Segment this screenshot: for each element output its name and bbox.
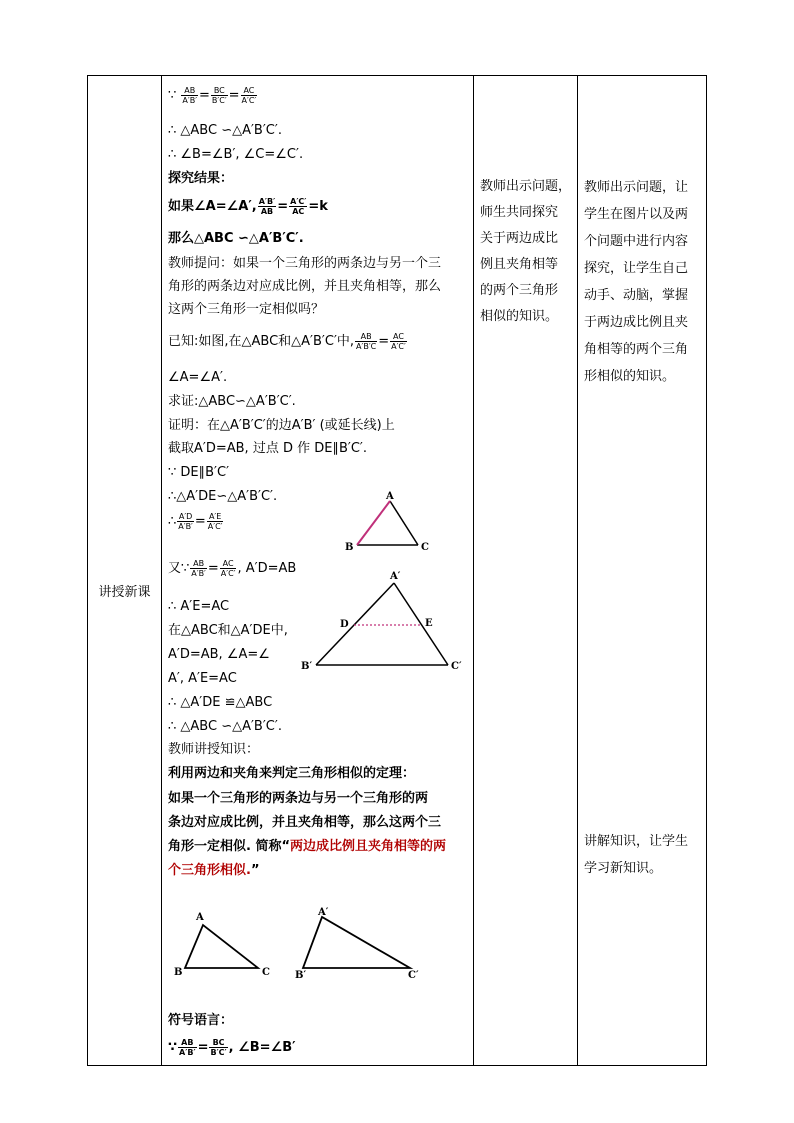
section-heading: 探究结果： (168, 171, 234, 186)
text-line: 证明：在△A′B′C′的边A′B′ (或延长线)上 (168, 418, 395, 433)
text-line: ∴ △ABC ∽△A′B′C′. (168, 719, 282, 734)
theorem-text: 个三角形相似.” (168, 863, 260, 878)
column-divider (577, 76, 578, 1065)
text-line: 于两边成比例且夹 (584, 315, 689, 330)
student-activity (584, 174, 702, 390)
triangle-a1b1c1 (303, 917, 410, 968)
text-line: 教师提问：如果一个三角形的两条边与另一个三 (168, 256, 442, 271)
text-line: 教师出示问题，让 (584, 180, 689, 195)
equation-line: 又∵ $\frac{AB}{A'B'}$ = $\frac{AC}{A'C'}$ , A′D=AB (168, 559, 297, 578)
fraction: $\frac{A'C'}{AC}$ (290, 197, 307, 216)
vertex-label-a: A (386, 491, 394, 502)
fraction: $\frac{AC}{A'C'}$ (241, 86, 257, 105)
theorem-short-name: 两边成比例且夹角相等的两 (290, 839, 447, 854)
row-label: 讲授新课 (98, 585, 151, 600)
fraction: $\frac{AB}{A'B'}$ (179, 1038, 196, 1057)
text-line: 形相似的知识。 (584, 369, 676, 384)
text-line: 那么△ABC ∽△A′B′C′. (168, 231, 304, 246)
similar-triangles-figure (170, 906, 440, 988)
text-line: 教师出示问题， (480, 179, 572, 194)
text-line: A′D=AB, ∠A=∠ (168, 647, 270, 662)
vertex-label-b: B (174, 967, 183, 978)
equation-line: ∵ $\frac{AB}{A'B'}$ = $\frac{BC}{B'C'}$ , ∠B=∠B′ (168, 1038, 296, 1057)
vertex-label-c-prime: C′ (451, 661, 462, 672)
vertex-label-c-prime: C′ (408, 970, 419, 981)
text-line: 学习新知识。 (584, 861, 663, 876)
text-line: ∴ A′E=AC (168, 599, 230, 614)
column-divider (473, 76, 474, 1065)
text-line: 这两个三角形一定相似吗？ (168, 302, 325, 317)
equation-line: ∴ $\frac{A'D}{A'B'}$ = $\frac{A'E}{A'C'}$ (168, 512, 223, 531)
fraction: $\frac{A'E}{A'C'}$ (207, 512, 223, 531)
fraction: $\frac{AC}{A'C'}$ (220, 559, 236, 578)
fraction: $\frac{A'B'}{AB}$ (258, 197, 276, 216)
vertex-label-a: A (196, 912, 204, 923)
text-line: 的两个三角形 (480, 283, 559, 298)
text-line: 探究，让学生自己 (584, 261, 689, 276)
text-line: 教师讲授知识： (168, 742, 260, 757)
fraction: $\frac{AC}{A'C'}$ (391, 332, 406, 351)
equation-line: ∵ $\frac{AB}{A'B'}$ = $\frac{BC}{B'C'}$ = $\frac{AC}{A'C'}$ (168, 86, 257, 105)
theorem-short-name: 个三角形相似. (168, 863, 251, 878)
fraction: $\frac{A'D}{A'B'}$ (178, 512, 193, 531)
vertex-label-a-prime: A′ (390, 571, 401, 582)
theorem-text: 如果一个三角形的两条边与另一个三角形的两 (168, 791, 429, 806)
vertex-label-c: C (421, 542, 429, 553)
text-line: 求证:△ABC∽△A′B′C′. (168, 394, 296, 409)
teacher-activity (480, 174, 574, 330)
text-line: 相似的知识。 (480, 309, 559, 324)
fraction: $\frac{BC}{B'C'}$ (211, 86, 227, 105)
side-ab-highlight (357, 501, 390, 545)
theorem-text: 角形一定相似. 简称“两边成比例且夹角相等的两 (168, 839, 447, 854)
text-line: 讲解知识，让学生 (584, 834, 689, 849)
point-label-d: D (340, 619, 349, 630)
text-line: A′, A′E=AC (168, 671, 237, 686)
column-divider (161, 76, 162, 1065)
side-a1b1 (316, 583, 394, 665)
theorem-text: 条边对应成比例，并且夹角相等，那么这两个三 (168, 815, 442, 830)
text-line: 动手、动脑，掌握 (584, 288, 689, 303)
text-line: 截取A′D=AB, 过点 D 作 DE∥B′C′. (168, 441, 367, 456)
point-label-e: E (425, 618, 433, 629)
lesson-table (87, 75, 707, 1066)
text-line: 角相等的两个三角 (584, 342, 689, 357)
side-a1c1 (394, 583, 448, 665)
triangle-abc-figure (341, 490, 431, 556)
text-line: 关于两边成比 (480, 231, 559, 246)
student-activity-2 (584, 828, 702, 882)
text-line: 例且夹角相等 (480, 257, 559, 272)
vertex-label-c: C (262, 967, 270, 978)
vertex-label-b-prime: B′ (295, 970, 307, 981)
text-line: 师生共同探究 (480, 205, 559, 220)
text-line: ∴ ∠B=∠B′, ∠C=∠C′. (168, 147, 304, 162)
text-line: 个问题中进行内容 (584, 234, 689, 249)
fraction: $\frac{AB}{A'B'}$ (182, 86, 198, 105)
text-line: 在△ABC和△A′DE中, (168, 623, 288, 638)
text-line: ∴ △A′DE ≌△ABC (168, 695, 273, 710)
fraction: $\frac{AB}{A'B'C}$ (356, 332, 377, 351)
fraction: $\frac{BC}{B'C'}$ (210, 1038, 227, 1057)
text-line: ∵ DE∥B′C′ (168, 465, 230, 480)
equation-line: 如果∠A=∠A′, $\frac{A'B'}{AB}$ = $\frac{A'C'}{AC}$ =k (168, 197, 328, 216)
vertex-label-b: B (345, 542, 354, 553)
equation-line: 已知:如图,在△ABC和△A′B′C′中, $\frac{AB}{A'B'C}$ = $\frac{AC}{A'C'}$ (168, 332, 406, 351)
text-line: ∴△A′DE∽△A′B′C′. (168, 489, 278, 504)
text-line: 学生在图片以及两 (584, 207, 689, 222)
section-heading: 符号语言： (168, 1013, 234, 1028)
text-line: ∠A=∠A′. (168, 370, 228, 385)
theorem-heading: 利用两边和夹角来判定三角形相似的定理： (168, 766, 416, 781)
text-line: 角形的两条边对应成比例，并且夹角相等，那么 (168, 279, 442, 294)
triangle-abc (185, 925, 258, 968)
vertex-label-a-prime: A′ (318, 907, 329, 918)
triangle-a1b1c1-figure (295, 568, 465, 678)
text-line: ∴ △ABC ∽△A′B′C′. (168, 123, 282, 138)
vertex-label-b-prime: B′ (301, 661, 313, 672)
side-ac (390, 501, 418, 545)
fraction: $\frac{AB}{A'B'}$ (191, 559, 206, 578)
